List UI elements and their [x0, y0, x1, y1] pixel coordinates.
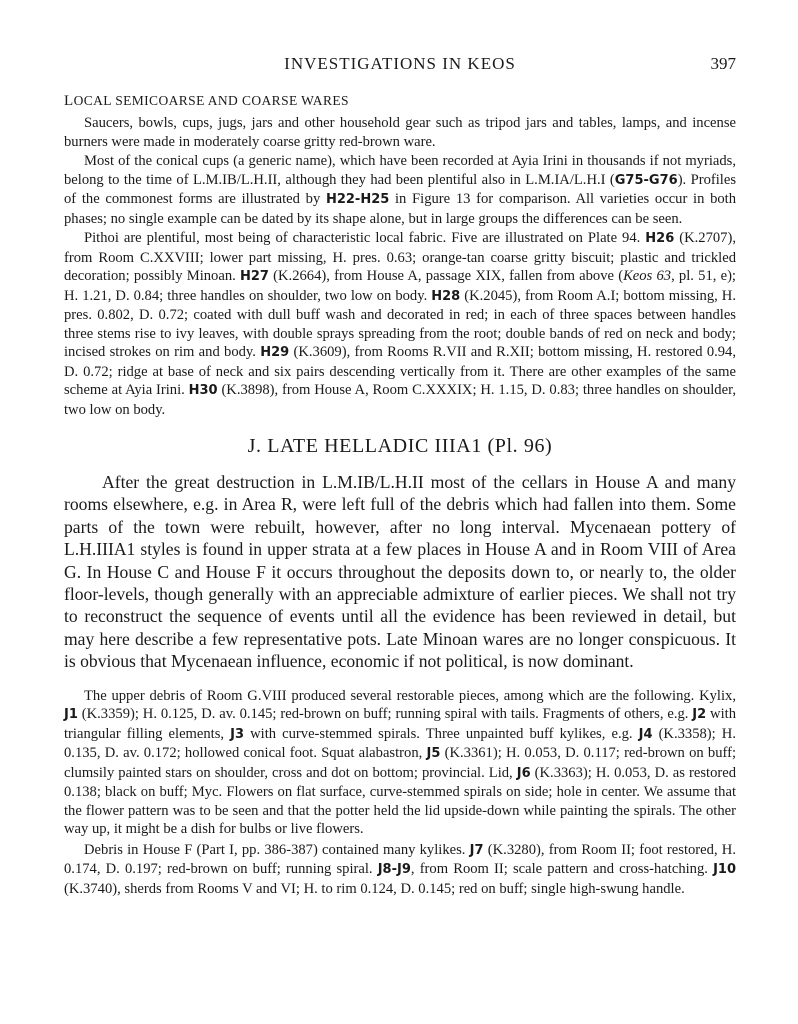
catalog-ref: J3: [230, 726, 245, 742]
paragraph-household-gear: Saucers, bowls, cups, jugs, jars and other household gear such as tripod jars and tables, lamps, and incense burners were made in moderately coarse gritty red-brown ware.: [64, 115, 736, 150]
catalog-ref: H30: [188, 383, 218, 398]
catalog-ref: G75-G76: [614, 172, 678, 188]
subsection-heading: [64, 92, 736, 110]
running-title: INVESTIGATIONS IN KEOS: [284, 54, 516, 73]
catalog-section: [64, 687, 736, 899]
paragraph-house-f: Debris in House F (Part I, pp. 386-387) contained many kylikes. J7 (K.3280), from Room II; foot restored, H. 0.174, D. 0.197; red-brown on buff; running spiral. J8-J9, from Room II; scale pattern and cross-hatching. J10 (K.3740), sherds from Rooms V and VI; H. to rim 0.124, D. 0.145; red on buff; single high-swung handle.: [64, 841, 737, 897]
catalog-ref: H29: [260, 345, 290, 360]
paragraph-conical-cups: Most of the conical cups (a generic name), which have been recorded at Ayia Irini in thousands if not myriads, belong to the time of L.M.IB/L.H.II, although they had been plentiful also in L.M.IA/L.H.I (G75-G76). Profiles of the commonest forms are illustrated by H22-H25 in Figure 13 for comparison. All varieties occur in both phases; no single example can be dated by its shape alone, but in large groups the differences can be seen.: [64, 153, 737, 227]
paragraph-pithoi: Pithoi are plentiful, most being of characteristic local fabric. Five are illustrated on Plate 94. H26 (K.2707), from Room C.XXVIII; lower part missing, H. pres. 0.63; orange-tan coarse gritty biscuit; plastic and trickled decoration; possibly Minoan. H27 (K.2664), from House A, passage XIX, fallen from above (Keos 63, pl. 51, e); H. 1.21, D. 0.84; three handles on shoulder, two low on body. H28 (K.2045), from Room A.I; bottom missing, H. pres. 0.802, D. 0.72; coated with dull buff wash and decorated in red; in each of three spaces between handles three stems rise to ivy leaves, with double sprays spreading from the root; double bands of red on neck and body; incised strokes on rim and body. H29 (K.3609), from Rooms R.VII and R.XII; bottom missing, H. restored 0.94, D. 0.72; ridge at base of neck and six pairs descending vertically from it. There are other examples of the same scheme at Ayia Irini. H30 (K.3898), from House A, Room C.XXXIX; H. 1.15, D. 0.83; three handles on shoulder, two low on body.: [64, 230, 737, 418]
subhead-rest: OCAL SEMICOARSE AND COARSE WARES: [73, 93, 349, 108]
catalog-ref: H26: [645, 231, 675, 246]
catalog-ref: J4: [638, 726, 653, 742]
intro-section: [64, 471, 736, 673]
subhead-initial: L: [64, 93, 74, 109]
citation-title: Keos 63: [623, 268, 672, 284]
catalog-ref: H27: [239, 269, 269, 284]
page: [64, 52, 736, 898]
running-header: [64, 52, 736, 76]
catalog-ref: H22-H25: [325, 192, 390, 207]
catalog-ref: J2: [692, 707, 707, 723]
local-wares-section: [64, 114, 736, 419]
section-heading: J. LATE HELLADIC IIIA1 (Pl. 96): [247, 435, 553, 457]
catalog-ref: J10: [713, 862, 737, 878]
catalog-ref: J7: [469, 842, 484, 858]
catalog-ref: J1: [64, 707, 78, 723]
catalog-ref: H28: [431, 288, 461, 304]
page-number: 397: [710, 54, 736, 73]
catalog-ref: J5: [426, 746, 441, 762]
paragraph-intro: After the great destruction in L.M.IB/L.H.II most of the cellars in House A and many rooms elsewhere, e.g. in Area R, were left full of the debris which had fallen into them. Some parts of the town were rebuilt, however, after no long interval. Mycenaean pottery of L.H.IIIA1 styles is found in upper strata at a few places in House A and in Room VIII of Area G. In House C and House F it occurs throughout the deposits down to, or nearly to, the older floor-levels, though generally with an appreciable admixture of earlier pieces. We shall not try to reconstruct the sequence of events until all the evidence has been reviewed in detail, but may here describe a few representative pots. Late Minoan wares are no longer conspicuous. It is obvious that Mycenaean influence, economic if not political, is now dominant.: [64, 472, 736, 672]
paragraph-room-g8: The upper debris of Room G.VIII produced several restorable pieces, among which are the following. Kylix, J1 (K.3359); H. 0.125, D. av. 0.145; red-brown on buff; running spiral with tails. Fragments of others, e.g. J2 with triangular filling elements, J3 with curve-stemmed spirals. Three unpainted buff kylikes, e.g. J4 (K.3358); H. 0.135, D. av. 0.172; hollowed conical foot. Squat alabastron, J5 (K.3361); H. 0.053, D. 0.117; red-brown on buff; clumsily painted stars on shoulder, cross and dot on bottom; provincial. Lid, J6 (K.3363); H. 0.053, D. as restored 0.138; black on buff; Myc. Flowers on flat surface, curve-stemmed spirals on side; hole in center. We assume that the flower pattern was to be seen and that the potter held the lid upside-down while painting the spirals. The other way up, it might be a dish for bulbs or live flowers.: [64, 687, 737, 838]
catalog-ref: J8-J9: [377, 862, 411, 878]
catalog-ref: J6: [516, 765, 531, 781]
